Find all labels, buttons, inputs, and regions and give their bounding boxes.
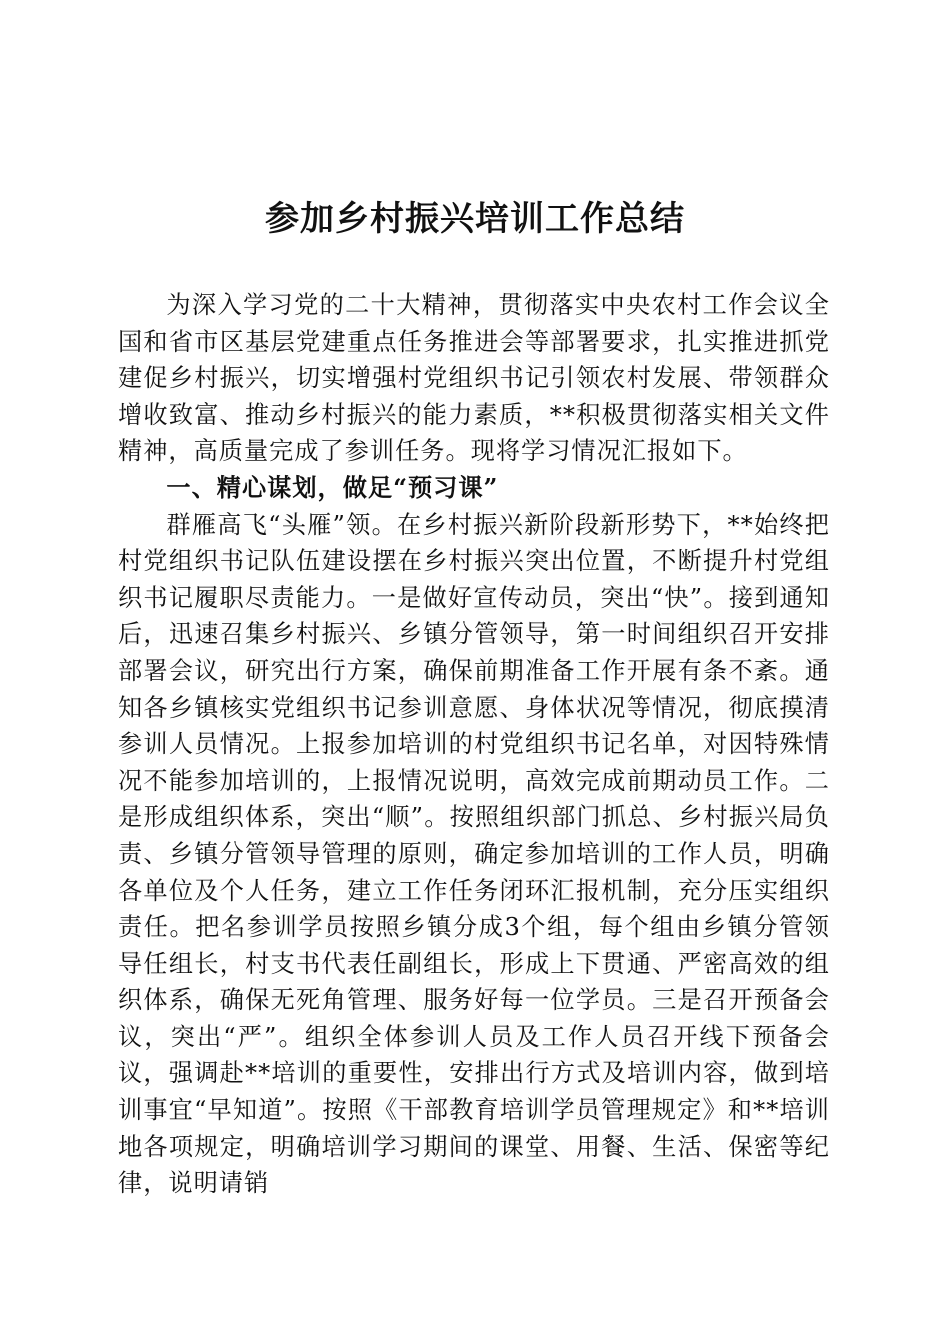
document-title: 参加乡村振兴培训工作总结 — [265, 199, 685, 239]
section-1-heading: 一、精心谋划，做足“预习课” — [166, 472, 499, 502]
document-body — [118, 287, 830, 1202]
intro-paragraph: 为深入学习党的二十大精神，贯彻落实中央农村工作会议全国和省市区基层党建重点任务推进会等部署要求，扎实推进抓党建促乡村振兴，切实增强村党组织书记引领农村发展、带领群众增收致富、推动乡村振兴的能力素质，**积极贯彻落实相关文件精神，高质量完成了参训任务。现将学习情况汇报如下。 — [118, 291, 830, 466]
section-1-paragraph: 群雁高飞“头雁”领。在乡村振兴新阶段新形势下，**始终把村党组织书记队伍建设摆在乡村振兴突出位置，不断提升村党组织书记履职尽责能力。一是做好宣传动员，突出“快”。接到通知后，迅速召集乡村振兴、乡镇分管领导，第一时间组织召开安排部署会议，研究出行方案，确保前期准备工作开展有条不紊。通知各乡镇核实党组织书记参训意愿、身体状况等情况，彻底摸清参训人员情况。上报参加培训的村党组织书记名单，对因特殊情况不能参加培训的，上报情况说明，高效完成前期动员工作。二是形成组织体系，突出“顺”。按照组织部门抓总、乡村振兴局负责、乡镇分管领导管理的原则，确定参加培训的工作人员，明确各单位及个人任务，建立工作任务闭环汇报机制，充分压实组织责任。把名参训学员按照乡镇分成3个组，每个组由乡镇分管领导任组长，村支书代表任副组长，形成上下贯通、严密高效的组织体系，确保无死角管理、服务好每一位学员。三是召开预备会议，突出“严”。组织全体参训人员及工作人员召开线下预备会议，强调赴**培训的重要性，安排出行方式及培训内容，做到培训事宜“早知道”。按照《干部教育培训学员管理规定》和**培训地各项规定，明确培训学习期间的课堂、用餐、生活、保密等纪律，说明请销 — [118, 510, 830, 1198]
